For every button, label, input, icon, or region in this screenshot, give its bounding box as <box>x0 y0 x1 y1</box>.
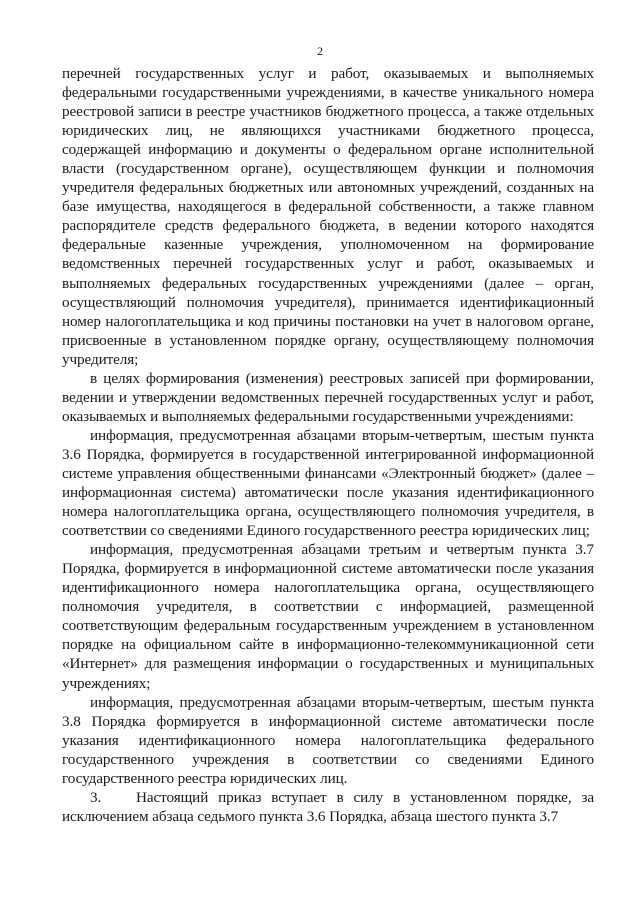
item-text: Настоящий приказ вступает в силу в установленном порядке, за исключением абзаца седьмого пункта 3.6 Порядка, абзаца шестого пункта 3.7 <box>62 788 594 825</box>
paragraph-info-3-8: информация, предусмотренная абзацами вторым-четвертым, шестым пункта 3.8 Порядка формируется в информационной системе автоматически после указания идентификационного номера налогоплательщика федерального государственного учреждения в соответствии со сведениями Единого государственного реестра юридических лиц. <box>62 693 594 787</box>
paragraph-info-3-7: информация, предусмотренная абзацами третьим и четвертым пункта 3.7 Порядка, формируется в информационной системе автоматически после указания идентификационного номера налогоплательщика органа, осуществляющего полномочия учредителя, в соответствии с информацией, размещенной соответствующим федеральным государственным учреждением в установленном порядке на официальном сайте в информационно-телекоммуникационной сети «Интернет» для размещения информации о государственных и муниципальных учреждениях; <box>62 541 594 692</box>
page-number: 2 <box>317 44 323 58</box>
paragraph-info-3-6: информация, предусмотренная абзацами вторым-четвертым, шестым пункта 3.6 Порядка, формируется в государственной интегрированной информационной системе управления общественными финансами «Электронный бюджет» (далее – информационная система) автоматически после указания идентификационного номера налогоплательщика органа, осуществляющего полномочия учредителя, в соответствии со сведениями Единого государственного реестра юридических лиц; <box>62 426 594 540</box>
paragraph-registry-purpose: в целях формирования (изменения) реестровых записей при формировании, ведении и утверждении ведомственных перечней государственных услуг и работ, оказываемых и выполняемых федеральными государственными учреждениями: <box>62 369 594 425</box>
item-number: 3. <box>90 788 102 806</box>
paragraph-continuation: перечней государственных услуг и работ, оказываемых и выполняемых федеральными государственными учреждениями, в качестве уникального номера реестровой записи в реестре участников бюджетного процесса, а также отдельных юридических лиц, не являющихся участниками бюджетного процесса, содержащей информацию и документы о федеральном органе исполнительной власти (государственном органе), осуществляющем функции и полномочия учредителя федеральных бюджетных или автономных учреждений, созданных на базе имущества, находящегося в федеральной собственности, а также главном распорядителе средств федерального бюджета, в ведении которого находятся федеральные казенные учреждения, уполномоченном на формирование ведомственных перечней государственных услуг и работ, оказываемых и выполняемых федеральных государственных учреждениями (далее – орган, осуществляющий полномочия учредителя), принимается идентификационный номер налогоплательщика и код причины постановки на учет в налоговом органе, присвоенные в установленном порядке органу, осуществляющему полномочия учредителя; <box>62 65 594 368</box>
numbered-item-3 <box>62 788 594 826</box>
document-body <box>62 64 594 826</box>
